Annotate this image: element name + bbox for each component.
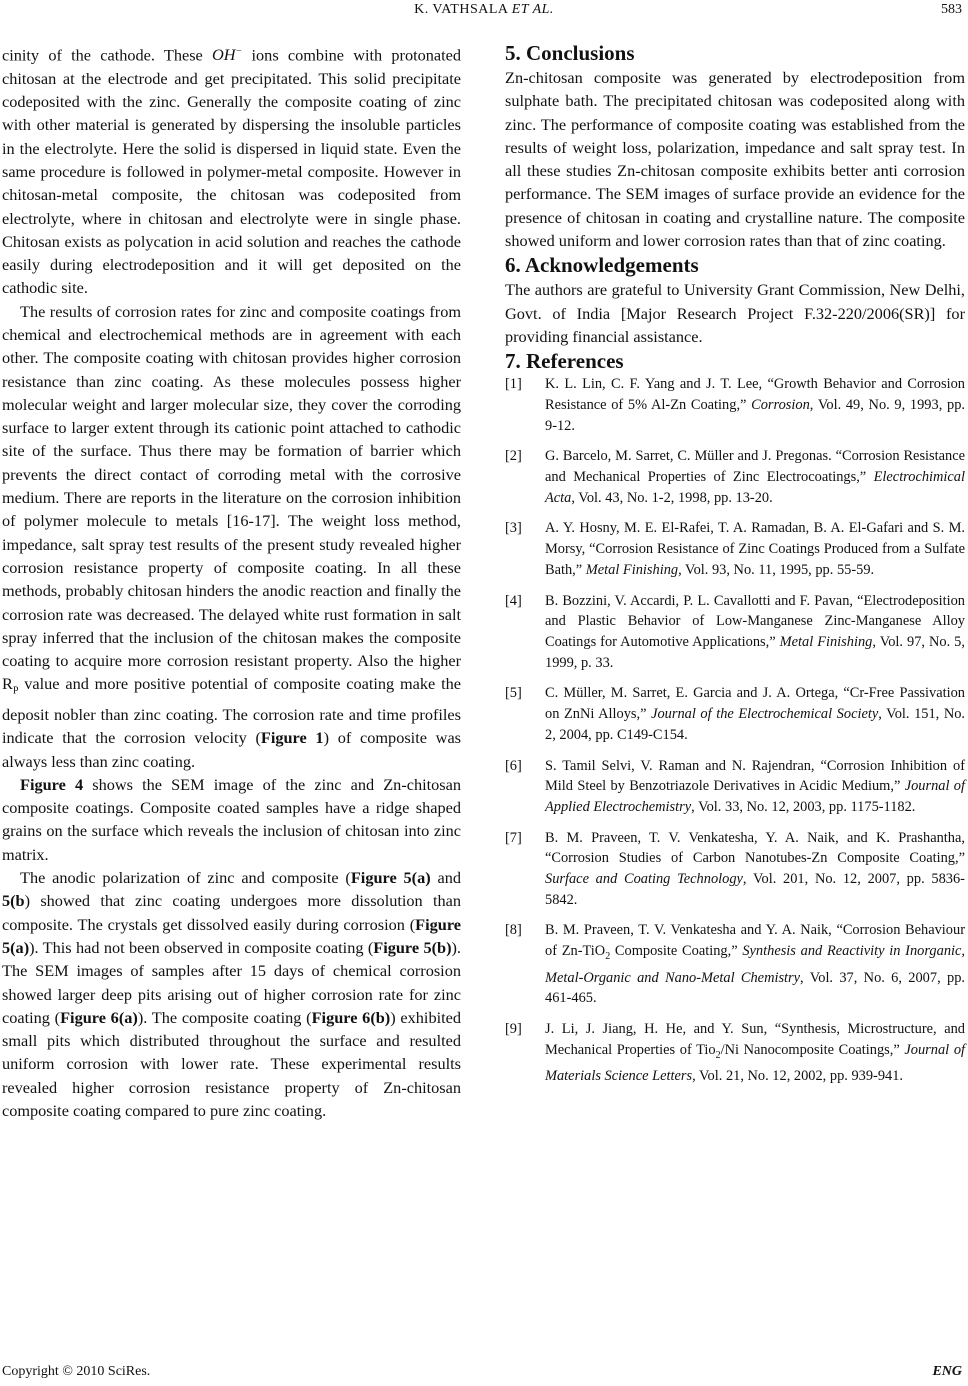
page-header — [0, 0, 968, 30]
body-paragraph-2: The results of corrosion rates for zinc and composite coatings from chemical and electrochemical methods are in agreement with each other. The composite coating with chitosan provides higher corrosion resistance than zinc coating. As these molecules possess higher molecular weight and larger molecular size, they cover the corroding surface to larger extent through its cationic point attached to cathodic site of the surface. Thus there may be formation of barrier which prevents the direct contact of corroding metal with the corrosive medium. There are reports in the literature on the corrosion inhibition of polymer molecule to metals [16-17]. The weight loss method, impedance, salt spray test results of the present study revealed higher corrosion resistance property of composite coating. In all these methods, probably chitosan hinders the anodic reaction and finally the corrosion rate was decreased. The delayed white rust formation in salt spray inferred that the inclusion of the chitosan makes the composite coating to acquire more corrosion resistant property. Also the higher $R_P$ value and more positive potential of composite coating make the deposit nobler than zinc coating. The corrosion rate and time profiles indicate that the corrosion velocity (Figure 1) of composite was always less than zinc coating. — [2, 301, 462, 771]
figure-ref: Figure 6(a) — [60, 1007, 138, 1027]
references-heading: 7. References — [505, 349, 624, 374]
reference-item: [7] B. M. Praveen, T. V. Venkatesha, Y. A. Naik, and K. Prashantha, “Corrosion Studies of Carbon Nanotubes-Zn Composite Coating,” Surface and Coating Technology, Vol. 201, No. 12, 2007, pp. 5836-5842. — [505, 829, 965, 908]
hydroxide-symbol: OH− — [212, 45, 243, 65]
body-paragraph-1: cinity of the cathode. These OH− ions combine with protonated chitosan at the electrode and get precipitated. This solid precipitate codeposited with the zinc. Generally the composite coating of zinc with other material is generated by dispersing the insoluble particles in the electrolyte. Here the solid is dispersed in liquid state. Even the same procedure is followed in polymer-metal composite. However in chitosan-metal composite, the chitosan was codeposited from electrolyte, where in chitosan and electrolyte were in single phase. Chitosan exists as polycation in acid solution and reaches the cathode easily during electrodeposition and it will get deposited on the cathodic site. — [2, 45, 462, 298]
figure-ref: Figure 1 — [260, 728, 324, 748]
right-column — [505, 40, 965, 1097]
figure-ref: Figure 4 — [20, 774, 84, 794]
figure-ref: Figure 5(a) — [2, 914, 461, 957]
page-number: 583 — [941, 2, 962, 17]
acknowledgements-text: The authors are grateful to University Grant Commission, New Delhi, Govt. of India [Major Research Project F.32-220/2006(SR)] for providing financial assistance. — [505, 280, 965, 346]
reference-item: [3] A. Y. Hosny, M. E. El-Rafei, T. A. Ramadan, B. A. El-Gafari and S. M. Morsy, “Corrosion Resistance of Zinc Coatings Produced from a Sulfate Bath,” Metal Finishing, Vol. 93, No. 11, 1995, pp. 55-59. — [505, 520, 965, 578]
running-head-et-al: ET AL. — [511, 2, 554, 17]
reference-item: [5] C. Müller, M. Sarret, E. Garcia and J. A. Ortega, “Cr-Free Passivation on ZnNi Alloys,” Journal of the Electrochemical Society, Vol. 151, No. 2, 2004, pp. C149-C154. — [505, 685, 966, 743]
conclusions-heading: 5. Conclusions — [505, 41, 635, 65]
reference-list — [505, 374, 965, 1087]
left-column — [2, 40, 461, 1122]
body-paragraph-3: Figure 4 shows the SEM image of the zinc and Zn-chitosan composite coatings. Composite coated samples have a ridge shaped grains on the surface which reveals the inclusion of chitosan into zinc matrix. — [2, 774, 461, 864]
reference-number: [6] — [505, 757, 522, 774]
figure-ref: Figure 6(b) — [311, 1007, 391, 1027]
reference-number: [9] — [505, 1021, 522, 1038]
reference-number: [5] — [505, 685, 522, 702]
body-paragraph-4: The anodic polarization of zinc and composite (Figure 5(a) and 5(b) showed that zinc coating undergoes more dissolution than composite. The crystals get dissolved easily during corrosion (Figure 5(a)). This had not been observed in composite coating (Figure 5(b)). The SEM images of samples after 15 days of chemical corrosion showed larger deep pits arising out of higher corrosion rate for zinc coating (Figure 6(a)). The composite coating (Figure 6(b)) exhibited small pits which distributed throughout the surface and resulted uniform corrosion with lower rate. These experimental results revealed higher corrosion resistance property of Zn-chitosan composite coating compared to pure zinc coating. — [2, 868, 461, 1121]
figure-ref: Figure 5(a) — [350, 868, 431, 888]
reference-number: [4] — [505, 592, 522, 609]
reference-number: [8] — [505, 922, 522, 939]
reference-number: [2] — [505, 448, 522, 465]
journal-code-footer: ENG — [932, 1364, 962, 1379]
reference-item: [6] S. Tamil Selvi, V. Raman and N. Rajendran, “Corrosion Inhibition of Mild Steel by Benzotriazole Derivatives in Acidic Medium,” Journal of Applied Electrochemistry, Vol. 33, No. 12, 2003, pp. 1175-1182. — [505, 757, 965, 815]
reference-item: [4] B. Bozzini, V. Accardi, P. L. Cavallotti and F. Pavan, “Electrodeposition and Plastic Behavior of Low-Manganese Zinc-Manganese Alloy Coatings for Automotive Applications,” Metal Finishing, Vol. 97, No. 5, 1999, p. 33. — [505, 592, 965, 671]
acknowledgements-heading: 6. Acknowledgements — [505, 253, 699, 278]
conclusions-text: Zn-chitosan composite was generated by electrodeposition from sulphate bath. The precipitated chitosan was codeposited along with zinc. The performance of composite coating was established from the results of weight loss, polarization, impedance and salt spray test. In all these studies Zn-chitosan composite exhibits better anti corrosion performance. The SEM images of surface provide an evidence for the presence of chitosan in coating and crystalline nature. The composite showed uniform and lower corrosion rates than that of zinc coating. — [505, 68, 965, 251]
reference-item: [9] J. Li, J. Jiang, H. He, and Y. Sun, “Synthesis, Microstructure, and Mechanical Properties of Tio$_2$/Ni Nanocomposite Coatings,” Journal of Materials Science Letters, Vol. 21, No. 12, 2002, pp. 939-941. — [505, 1021, 966, 1085]
running-head-authors: K. VATHSALA — [414, 2, 508, 17]
reference-number: [7] — [505, 829, 522, 846]
reference-item: [2] G. Barcelo, M. Sarret, C. Müller and J. Pregonas. “Corrosion Resistance and Mechanical Properties of Zinc Electrocoatings,” Electrochimical Acta, Vol. 43, No. 1-2, 1998, pp. 13-20. — [505, 448, 965, 506]
running-head — [0, 2, 968, 18]
reference-item: [8] B. M. Praveen, T. V. Venkatesha and Y. A. Naik, “Corrosion Behaviour of Zn-TiO$_2$ Composite Coating,” Synthesis and Reactivity in Inorganic, Metal-Organic and Nano-Metal Chemistry, Vol. 37, No. 6, 2007, pp. 461-465. — [505, 922, 965, 1007]
reference-number: [3] — [505, 520, 522, 537]
copyright-footer: Copyright © 2010 SciRes. — [2, 1364, 151, 1379]
reference-number: [1] — [505, 376, 522, 393]
figure-ref: 5(b — [2, 891, 25, 911]
reference-item: [1] K. L. Lin, C. F. Yang and J. T. Lee, “Growth Behavior and Corrosion Resistance of 5% Al-Zn Coating,” Corrosion, Vol. 49, No. 9, 1993, pp. 9-12. — [505, 376, 965, 434]
figure-ref: Figure 5(b) — [373, 937, 452, 957]
